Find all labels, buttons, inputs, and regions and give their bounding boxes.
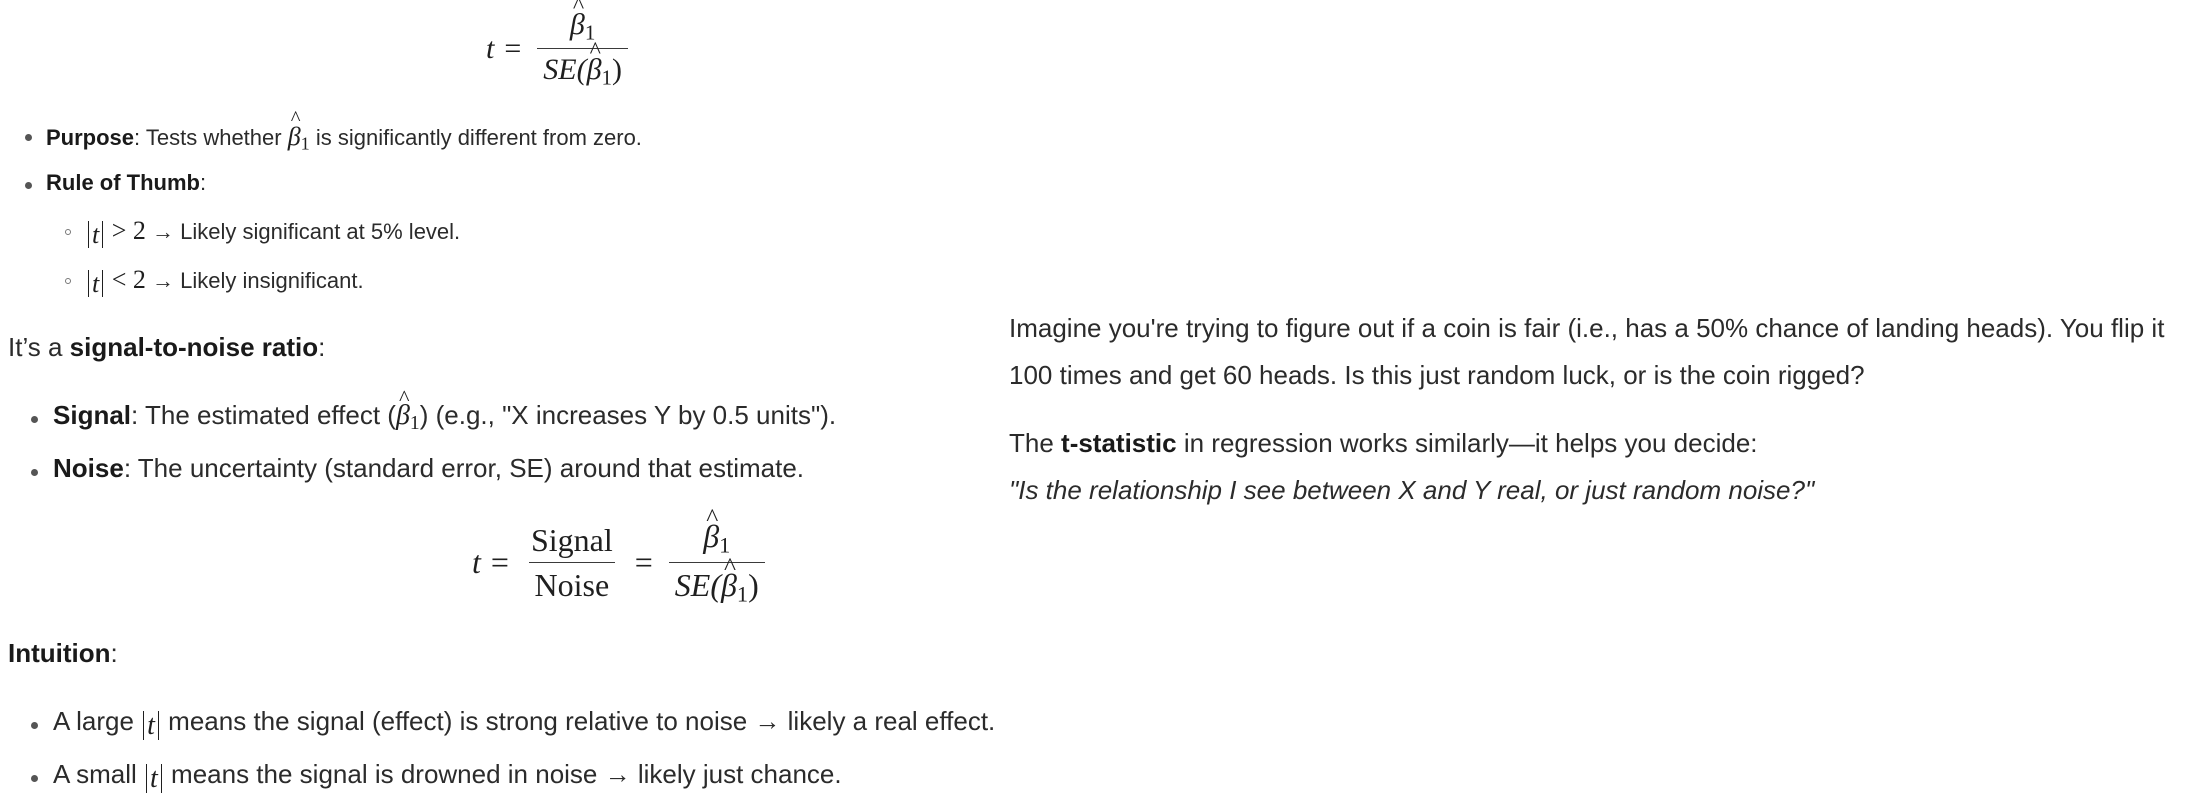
intuition-pre: A large: [53, 706, 142, 736]
noise-item: [53, 453, 804, 484]
rule-item-significant: [86, 216, 460, 248]
bullet-dot: [25, 182, 32, 189]
snr-intro-post: :: [318, 332, 326, 362]
se-close: ): [612, 53, 623, 87]
noise-label: Noise: [53, 453, 124, 483]
beta-subscript: 1: [300, 133, 310, 154]
snr-intro: [8, 332, 325, 363]
intuition-pre: A small: [53, 759, 145, 789]
signal-item: [53, 400, 836, 435]
intuition-item-small: [53, 759, 842, 793]
beta-subscript: 1: [719, 532, 731, 558]
eq-t: t: [486, 32, 495, 66]
beta-subscript: 1: [736, 581, 749, 607]
eq-noise: Noise: [529, 562, 616, 604]
se-close: ): [748, 566, 759, 603]
eq-equals: =: [504, 32, 522, 66]
intuition-label: Intuition: [8, 638, 111, 668]
beta-hat: ^ β: [570, 8, 585, 42]
beta-subscript: 1: [601, 65, 613, 90]
t-statistic-equation: [486, 8, 634, 91]
quote-text: "Is the relationship I see between X and Y real, or just random noise?": [1009, 475, 1815, 505]
bullet-dot: [31, 416, 38, 423]
se-open: SE(: [674, 566, 721, 603]
rule-label: Rule of Thumb: [46, 170, 200, 195]
rule-colon: :: [199, 170, 207, 195]
beta-hat: ^ β: [396, 400, 410, 432]
rule-op: < 2: [105, 265, 146, 294]
abs-t: t: [88, 270, 103, 297]
intuition-post: means the signal (effect) is strong relative to noise → likely a real effect.: [160, 706, 996, 736]
signal-noise-equation: [472, 518, 771, 607]
signal-noise-fraction: [525, 522, 619, 604]
snr-intro-bold: signal-to-noise ratio: [69, 332, 319, 362]
snr-intro-pre: It’s a: [8, 332, 70, 362]
rule-op: > 2: [105, 216, 146, 245]
eq-equals: =: [634, 544, 653, 581]
intuition-colon: :: [110, 638, 118, 668]
sub-bullet-circle: [65, 229, 71, 235]
purpose-label: Purpose: [46, 125, 135, 150]
bullet-dot: [31, 722, 38, 729]
beta-hat: ^ β: [721, 567, 737, 604]
para2-post: in regression works similarly—it helps you decide:: [1176, 428, 1758, 458]
coin-paragraph-line-2: 100 times and get 60 heads. Is this just random luck, or is the coin rigged?: [1009, 360, 1865, 390]
signal-pre: : The estimated effect (: [131, 400, 396, 430]
abs-t: t: [143, 711, 159, 740]
bullet-dot: [25, 134, 32, 141]
para2-bold: t-statistic: [1061, 428, 1177, 458]
coin-paragraph-line-1: Imagine you're trying to figure out if a coin is fair (i.e., has a 50% chance of landing heads). You flip it: [1009, 313, 2165, 343]
beta-hat: ^ β: [288, 122, 301, 152]
beta-subscript: 1: [409, 412, 420, 434]
intuition-post: means the signal is drowned in noise → likely just chance.: [163, 759, 842, 789]
purpose-item: [46, 122, 642, 155]
eq-fraction: [537, 8, 628, 91]
signal-post: ) (e.g., "X increases Y by 0.5 units").: [419, 400, 837, 430]
beta-hat: ^ β: [703, 518, 719, 555]
abs-t: t: [88, 221, 103, 248]
purpose-post: is significantly different from zero.: [309, 125, 642, 150]
intuition-item-large: [53, 706, 995, 740]
eq-fraction: [669, 518, 765, 607]
eq-t: t: [472, 544, 481, 581]
eq-equals: =: [490, 544, 509, 581]
eq-denominator: [537, 48, 628, 90]
se-open: SE(: [543, 53, 587, 87]
rule-text: → Likely insignificant.: [145, 268, 364, 293]
sub-bullet-circle: [65, 278, 71, 284]
rule-of-thumb-item: [46, 170, 206, 196]
beta-subscript: 1: [584, 20, 596, 45]
purpose-pre: : Tests whether: [134, 125, 288, 150]
beta-hat: ^ β: [587, 53, 602, 87]
para2-pre: The: [1009, 428, 1062, 458]
signal-label: Signal: [53, 400, 132, 430]
eq-signal: Signal: [530, 521, 613, 558]
eq-denominator: [669, 562, 765, 608]
bullet-dot: [31, 775, 38, 782]
bullet-dot: [31, 469, 38, 476]
abs-t: t: [146, 764, 162, 793]
intuition-heading: [8, 638, 118, 669]
rule-text: → Likely significant at 5% level.: [145, 219, 461, 244]
noise-text: : The uncertainty (standard error, SE) around that estimate.: [123, 453, 805, 483]
t-statistic-paragraph: [1009, 428, 1758, 459]
rule-item-insignificant: [86, 265, 364, 297]
